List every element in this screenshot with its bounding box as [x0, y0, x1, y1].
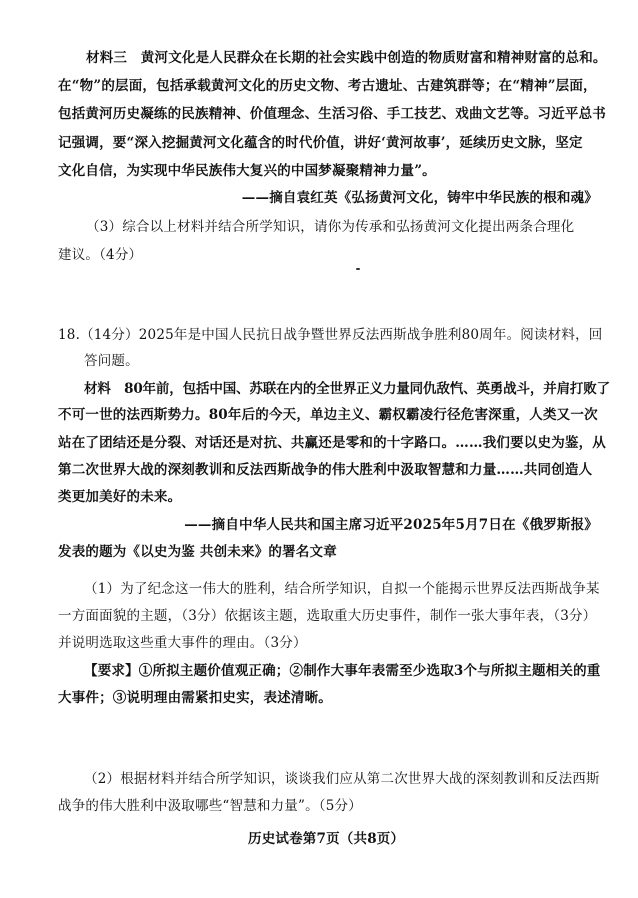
q18-material-line-5: 类更加美好的未来。: [58, 489, 182, 505]
material3-line-5: 文化自信，为实现中华民族伟大复兴的中国梦凝聚精神力量”。: [58, 163, 436, 179]
q18-1-line-1: （1）为了纪念这一伟大的胜利，结合所学知识，自拟一个能揭示世界反法西斯战争某: [84, 581, 600, 597]
material3-line-2: 在“物”的层面，包括承载黄河文化的历史文物、考古遗址、古建筑群等；在“精神”层面，: [58, 78, 597, 94]
material3-line-3: 包括黄河历史凝练的民族精神、价值理念、生活习俗、手工技艺、戏曲文艺等。习近平总书: [58, 106, 606, 122]
material3-source: ——摘自袁红英《弘扬黄河文化，铸牢中华民族的根和魂》: [241, 190, 598, 206]
print-speck: [356, 268, 360, 270]
q18-1-line-3: 并说明选取这些重大事件的理由。（3分）: [58, 635, 307, 651]
material3-line-1: 材料三 黄河文化是人民群众在长期的社会实践中创造的物质财富和精神财富的总和。: [86, 50, 607, 66]
q17-3-line-1: （3）综合以上材料并结合所学知识，请你为传承和弘扬黄河文化提出两条合理化: [86, 219, 575, 235]
q18-2-line-2: 战争的伟大胜利中汲取哪些“智慧和力量”。（5分）: [58, 798, 362, 814]
q18-requirement-line-2: 大事件；③说明理由需紧扣史实，表述清晰。: [58, 690, 332, 706]
q18-material-line-3: 站在了团结还是分裂、对话还是对抗、共赢还是零和的十字路口。……我们要以史为鉴，从: [58, 435, 606, 451]
q18-source-line-2: 发表的题为《以史为鉴 共创未来》的署名文章: [58, 544, 337, 560]
page-footer: 历史试卷第7页（共8页）: [248, 831, 405, 847]
q17-3-line-2: 建议。（4分）: [58, 247, 143, 263]
q18-2-line-1: （2）根据材料并结合所学知识，谈谈我们应从第二次世界大战的深刻教训和反法西斯: [84, 771, 600, 787]
q18-source-line-1: ——摘自中华人民共和国主席习近平2025年5月7日在《俄罗斯报》: [184, 517, 598, 533]
material3-line-4: 记强调，要“深入挖掘黄河文化蕴含的时代价值，讲好‘黄河故事’，延续历史文脉，坚定: [58, 135, 583, 151]
q18-material-line-4: 第二次世界大战的深刻教训和反法西斯战争的伟大胜利中汲取智慧和力量……共同创造人: [58, 462, 593, 478]
q18-material-line-2: 不可一世的法西斯势力。80年后的今天，单边主义、霸权霸凌行径危害深重，人类又一次: [58, 407, 598, 423]
q18-header-line-1: 18.（14分）2025年是中国人民抗日战争暨世界反法西斯战争胜利80周年。阅读材料，回: [58, 327, 603, 343]
q18-header-line-2: 答问题。: [84, 353, 139, 369]
q18-1-line-2: 一方面面貌的主题，（3分）依据该主题，选取重大历史事件，制作一张大事年表，（3分）: [58, 608, 597, 624]
q18-requirement-line-1: 【要求】①所拟主题价值观正确；②制作大事年表需至少选取3个与所拟主题相关的重: [84, 663, 601, 679]
q18-material-line-1: 材料 80年前，包括中国、苏联在内的全世界正义力量同仇敌忾、英勇战斗，并肩打败了: [84, 381, 610, 397]
